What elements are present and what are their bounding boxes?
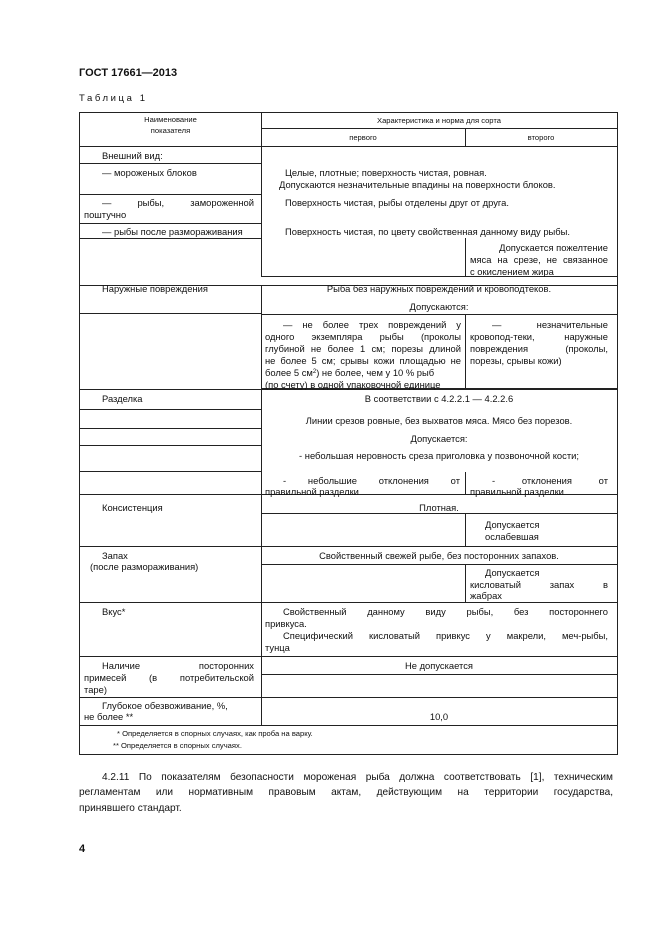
dehydration-value: 10,0 — [429, 711, 449, 722]
appearance-blocks-line2: Допускаются незначительные впадины на поверхности блоков. — [279, 179, 556, 190]
damage-second-line4: порезы, срывы кожи) — [470, 355, 562, 366]
body-paragraph-line3: принявшего стандарт. — [79, 802, 182, 814]
taste-line3: Специфический кисловатый привкус у макрели, меч-рыбы, — [283, 630, 608, 641]
cutting-lines: Линии срезов ровные, без выхватов мяса. Мясо без порезов. — [305, 415, 573, 426]
appearance-fish-label-line2: поштучно — [84, 209, 127, 220]
consistency-second-line1: Допускается — [485, 519, 540, 530]
appearance-blocks-line1: Целые, плотные; поверхность чистая, ровная. — [285, 167, 487, 178]
col-first-grade-header: первого — [349, 133, 377, 142]
col-characteristic-header: Характеристика и норма для сорта — [377, 116, 501, 125]
cutting-first-line2: правильной разделки — [265, 486, 359, 497]
smell-label-line2: (после размораживания) — [90, 561, 199, 572]
document-header: ГОСТ 17661—2013 — [79, 67, 178, 79]
table-footnote-1: * Определяется в спорных случаях, как проба на варку. — [117, 729, 313, 738]
table-footnote-2: ** Определяется в спорных случаях. — [113, 741, 242, 750]
cutting-second-line2: правильной разделки — [470, 486, 564, 497]
damage-first-line3: глубиной не более 1 см; порезы длиной — [265, 343, 461, 354]
cutting-first-line1: - небольшие отклонения от — [283, 475, 460, 486]
col-second-grade-header: второго — [527, 133, 555, 142]
body-paragraph — [79, 770, 613, 816]
consistency-second-line2: ослабевшая — [485, 531, 539, 542]
impurities-label-line1: Наличие посторонних — [102, 660, 254, 671]
damage-first-line1: — не более трех повреждений у — [283, 319, 461, 330]
appearance-thawed-second-line1: Допускается пожелтение — [499, 242, 608, 253]
appearance-thawed-second-line3: с окислением жира — [470, 266, 554, 277]
impurities-label-line3: таре) — [84, 684, 107, 695]
body-paragraph-line2: регламентам или нормативным правовым актам, действующим на территории государства, — [79, 787, 613, 799]
appearance-fish-text: Поверхность чистая, рыбы отделены друг от друга. — [285, 197, 509, 208]
consistency-label: Консистенция — [102, 502, 163, 513]
page-number: 4 — [79, 843, 86, 855]
quality-table — [79, 112, 618, 755]
appearance-fish-label-line1: — рыбы, замороженной — [102, 197, 254, 208]
damage-first-line2: одного экземпляра рыбы (проколы — [265, 331, 461, 342]
taste-line4: тунца — [265, 642, 290, 653]
damage-label: Наружные повреждения — [102, 283, 208, 294]
appearance-label: Внешний вид: — [102, 150, 163, 161]
taste-line2: привкуса. — [265, 618, 307, 629]
smell-second-line3: жабрах — [470, 590, 502, 601]
smell-second-line2: кисловатый запах в — [470, 579, 608, 590]
appearance-blocks-label: — мороженых блоков — [102, 167, 197, 178]
damage-second-line2: кровопод-теки, наружные — [470, 331, 608, 342]
damage-second-line3: повреждения (проколы, — [470, 343, 608, 354]
damage-first-line6: (по счету) в одной упаковочной единице — [265, 379, 441, 390]
col-name-header-line2: показателя — [150, 126, 191, 135]
damage-first-line5: более 5 $см^2$) не более, чем у 10 % рыб — [265, 367, 435, 378]
cutting-second-line1: - отклонения от — [492, 475, 608, 486]
taste-line1: Свойственный данному виду рыбы, без постороннего — [283, 606, 608, 617]
dehydration-label-line2: не более ** — [84, 711, 134, 722]
consistency-text: Плотная. — [419, 502, 459, 513]
appearance-thawed-text: Поверхность чистая, по цвету свойственная данному виду рыбы. — [285, 226, 571, 237]
smell-text: Свойственный свежей рыбе, без посторонних запахов. — [319, 550, 559, 561]
body-paragraph-line1: 4.2.11 По показателям безопасности мороженая рыба должна соответствовать [1], техническим — [102, 772, 613, 783]
damage-allowed: Допускаются: — [409, 301, 469, 312]
damage-text: Рыба без наружных повреждений и кровоподтеков. — [326, 283, 552, 294]
impurities-label-line2: примесей (в потребительской — [84, 672, 254, 683]
taste-label: Вкус* — [102, 606, 126, 617]
col-name-header-line1: Наименование — [144, 115, 197, 124]
cutting-spine: - небольшая неровность среза приголовка у позвоночной кости; — [299, 450, 579, 461]
cutting-allowed: Допускается: — [410, 433, 468, 444]
damage-first-line4: не более 5 см; срывы кожи площадью не — [265, 355, 461, 366]
impurities-text: Не допускается — [405, 660, 473, 671]
damage-second-line1: — незначительные — [492, 319, 608, 330]
appearance-thawed-second-line2: мяса на срезе, не связанное — [470, 254, 608, 265]
appearance-thawed-label: — рыбы после размораживания — [102, 226, 243, 237]
cutting-ref: В соответствии с 4.2.2.1 — 4.2.2.6 — [364, 393, 514, 404]
table-caption: Таблица 1 — [79, 93, 148, 104]
smell-label-line1: Запах — [102, 550, 128, 561]
cutting-label: Разделка — [102, 393, 143, 404]
dehydration-label-line1: Глубокое обезвоживание, %, — [102, 700, 228, 711]
smell-second-line1: Допускается — [485, 567, 540, 578]
